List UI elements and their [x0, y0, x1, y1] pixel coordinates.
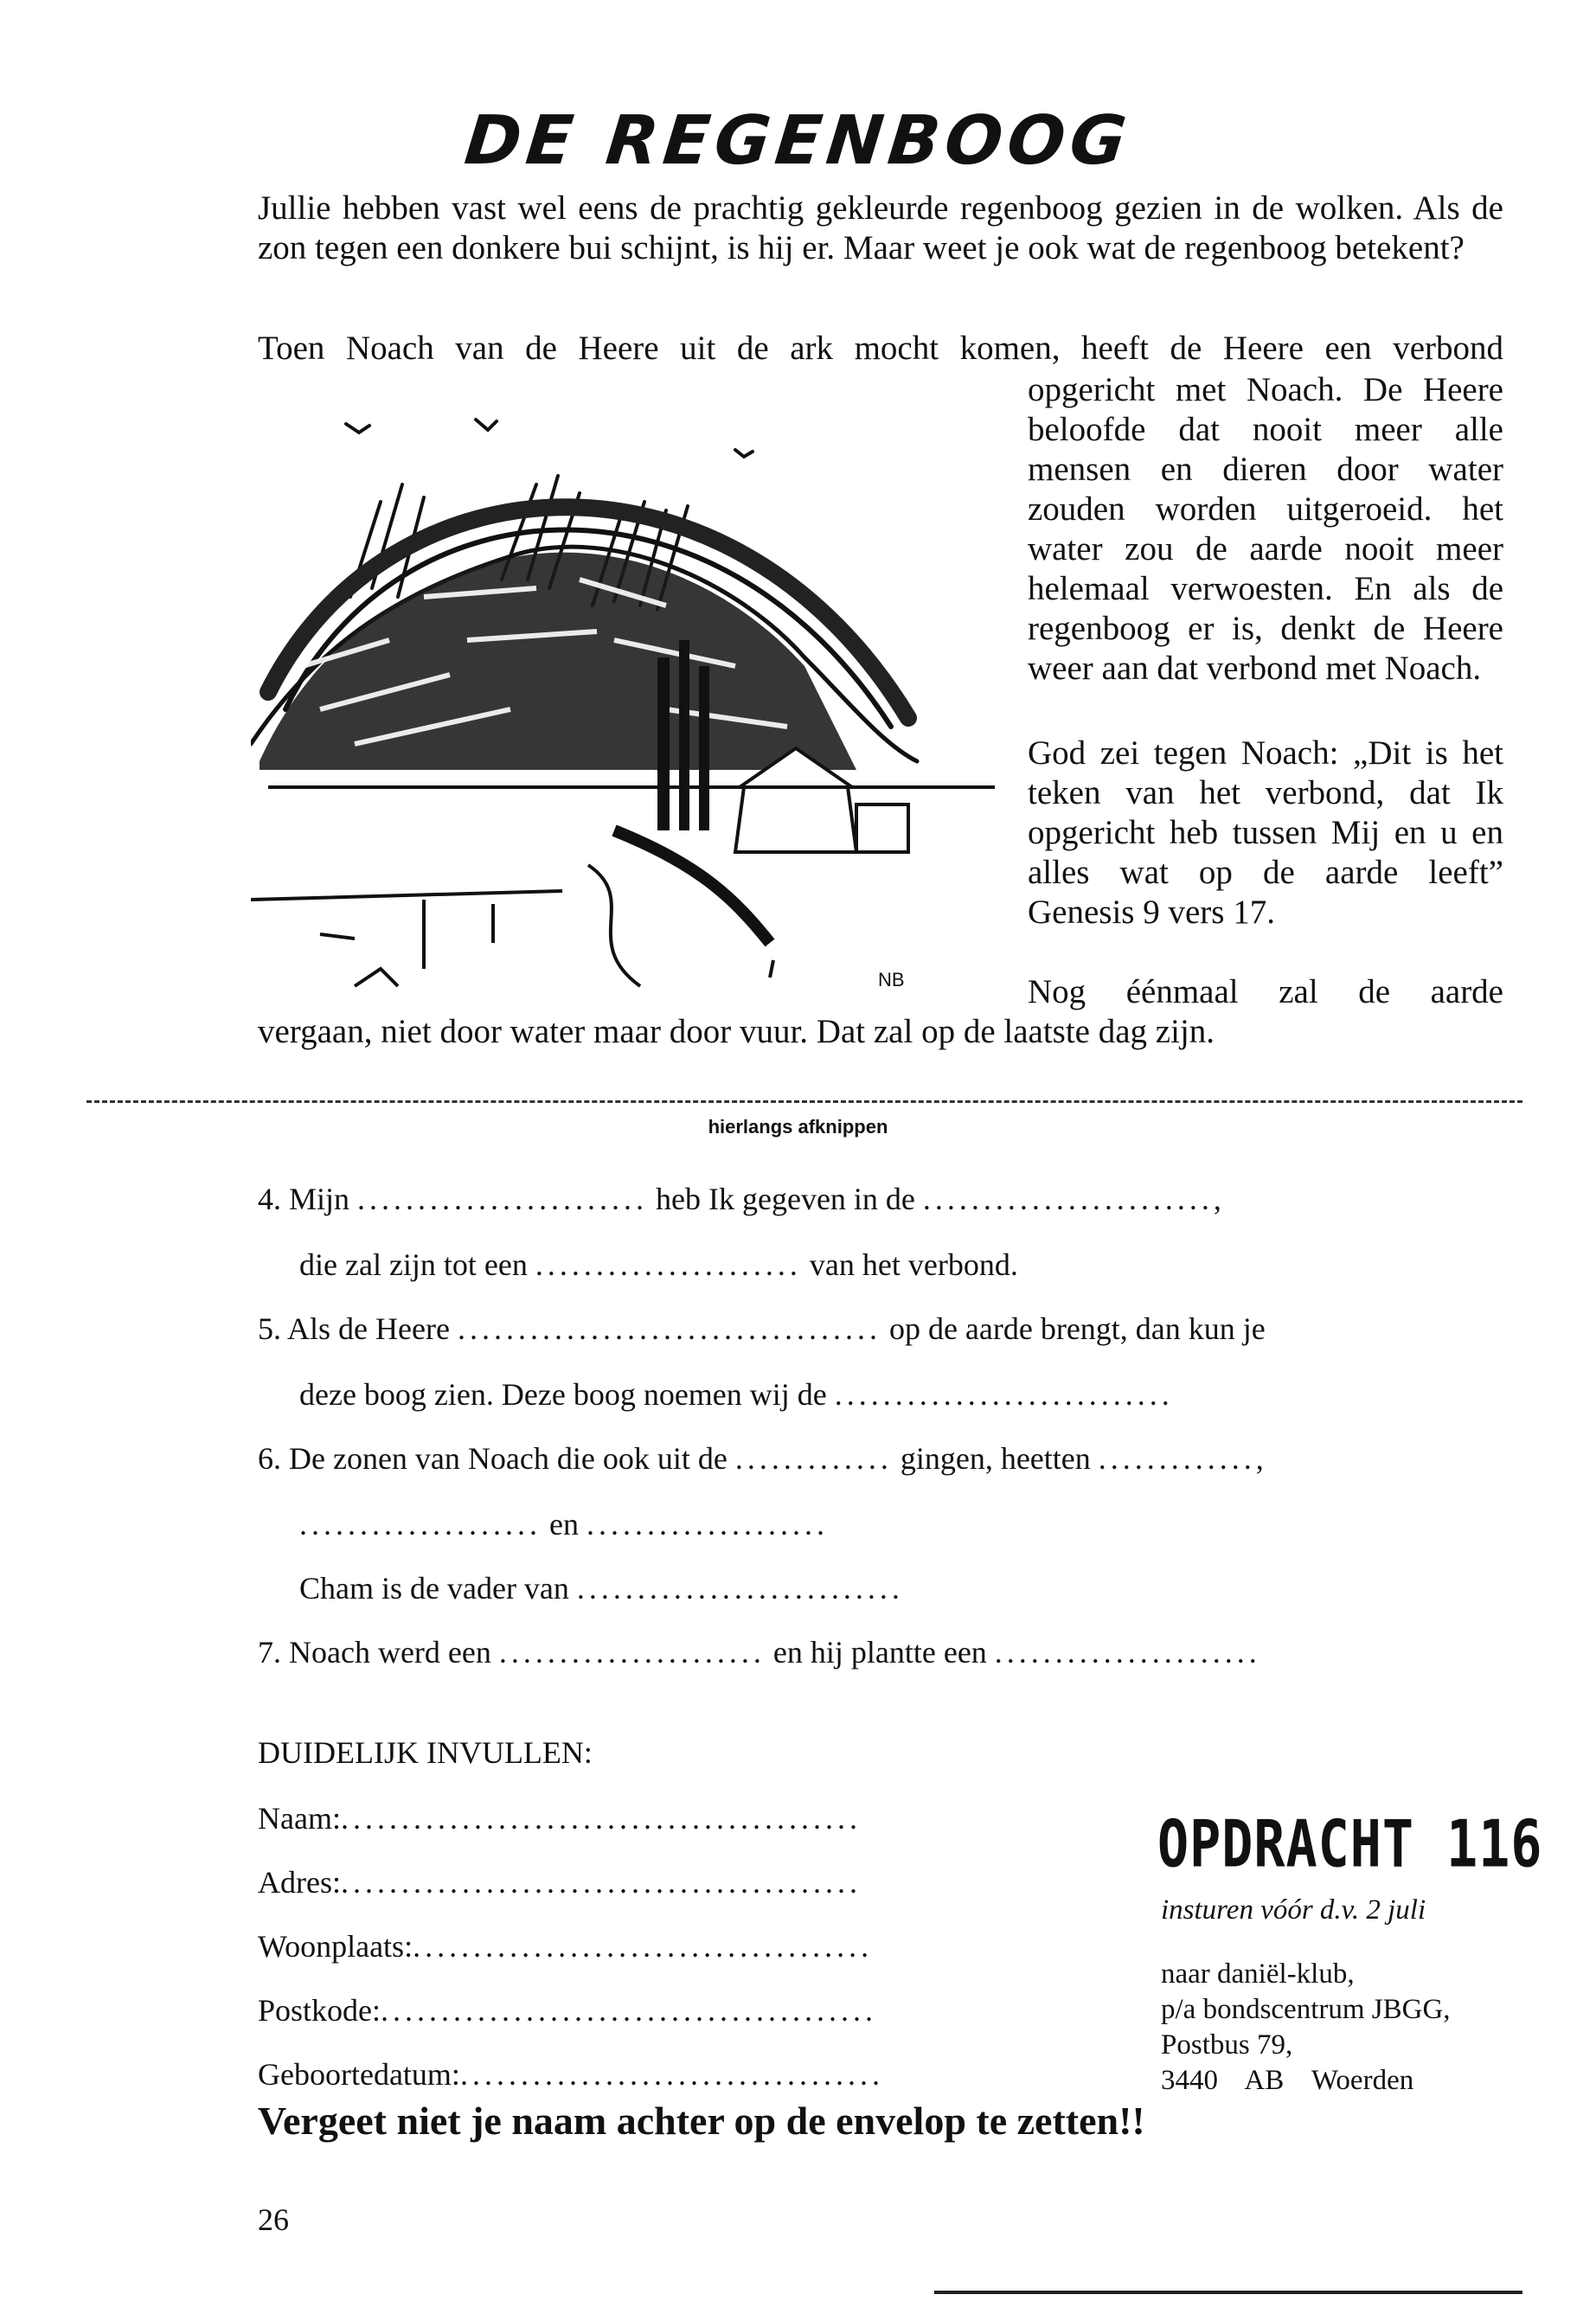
form-postkode-row: [258, 1991, 877, 2029]
final-paragraph-line1: Nog éénmaal zal de aarde: [1028, 973, 1503, 1010]
q4-line2-prefix: die zal zijn tot een: [299, 1247, 528, 1282]
form-geboortedatum-field[interactable]: ...................................: [459, 2057, 884, 2092]
q5-suffix: op de aarde brengt, dan kun je: [888, 1311, 1266, 1346]
q6-blank-4[interactable]: ....................: [586, 1507, 829, 1541]
q4-blank-2[interactable]: ........................: [922, 1182, 1214, 1216]
form-adres-field[interactable]: ...........................................: [340, 1865, 862, 1900]
intro-paragraph: Jullie hebben vast wel eens de prachtig gekleurde regenboog gezien in de wolken. Als de zon tegen een donkere bui schijnt, is hij er. Maar weet je ook wat de regenboog betekent?: [258, 189, 1503, 266]
question-5-line1: [258, 1310, 1266, 1348]
assignment-address-line3: Postbus 79,: [1161, 2029, 1293, 2061]
form-adres-label: Adres:: [258, 1865, 341, 1900]
q5-blank-1[interactable]: ...................................: [457, 1311, 881, 1346]
q6-blank-2[interactable]: .............: [1098, 1441, 1256, 1476]
question-6-line3: [299, 1569, 904, 1607]
q4-comma: ,: [1213, 1182, 1221, 1216]
q5-blank-2[interactable]: ............................: [834, 1377, 1174, 1412]
assignment-address-line2: p/a bondscentrum JBGG,: [1161, 1994, 1451, 2025]
q6-comma: ,: [1255, 1441, 1264, 1476]
q7-blank-1[interactable]: ......................: [498, 1635, 766, 1670]
bottom-rule: [934, 2291, 1522, 2294]
question-6-line2: [299, 1505, 829, 1543]
q7-prefix: 7. Noach werd een: [258, 1635, 491, 1670]
question-6-line1: [258, 1439, 1264, 1477]
final-paragraph-line2: vergaan, niet door water maar door vuur. Dat zal op de laatste dag zijn.: [258, 1013, 1215, 1050]
form-naam-label: Naam:: [258, 1801, 341, 1836]
q6-prefix: 6. De zonen van Noach die ook uit de: [258, 1441, 727, 1476]
q4-blank-1[interactable]: ........................: [357, 1182, 649, 1216]
q5-line2-prefix: deze boog zien. Deze boog noemen wij de: [299, 1377, 827, 1412]
illustration-signature: NB: [878, 969, 905, 990]
form-geboortedatum-label: Geboortedatum:: [258, 2057, 460, 2092]
q6-blank-1[interactable]: .............: [734, 1441, 893, 1476]
q6-line3-prefix: Cham is de vader van: [299, 1571, 569, 1606]
form-postkode-field[interactable]: .........................................: [381, 1993, 878, 2028]
q6-blank-3[interactable]: ....................: [299, 1507, 542, 1541]
assignment-address-line4: 3440 AB Woerden: [1161, 2065, 1414, 2096]
question-5-line2: [299, 1375, 1174, 1413]
question-4-line1: [258, 1180, 1221, 1218]
form-naam-row: [258, 1799, 862, 1837]
form-adres-row: [258, 1863, 862, 1901]
assignment-title: OPDRACHT 116: [1157, 1806, 1543, 1883]
question-4-line2: [299, 1246, 1018, 1284]
q7-blank-2[interactable]: ......................: [994, 1635, 1261, 1670]
noah-paragraph-line1: Toen Noach van de Heere uit de ark mocht komen, heeft de Heere een verbond: [258, 330, 1503, 367]
god-quote-paragraph: God zei tegen Noach: „Dit is het teken van het verbond, dat Ik opgericht heb tussen Mij en u en alles wat op de aarde leeft” Genesis 9 vers 17.: [1028, 734, 1503, 931]
form-postkode-label: Postkode:: [258, 1993, 381, 2028]
form-geboortedatum-row: [258, 2055, 884, 2093]
q6-middle: gingen, heetten: [900, 1441, 1091, 1476]
form-woonplaats-label: Woonplaats:: [258, 1929, 413, 1964]
assignment-address-line1: naar daniël-klub,: [1161, 1958, 1355, 1990]
noah-paragraph-rest: opgericht met Noach. De Heere beloofde dat nooit meer alle mensen en dieren door water zouden worden uitgeroeid. het water zou de aarde nooit meer helemaal verwoesten. En als de regenboog er is, denkt de Heere weer aan dat verbond met Noach.: [1028, 371, 1503, 687]
page-title: DE REGENBOOG: [461, 102, 1135, 180]
assignment-deadline: insturen vóór d.v. 2 juli: [1161, 1894, 1426, 1926]
q4-blank-3[interactable]: ......................: [535, 1247, 802, 1282]
q7-middle: en hij plantte een: [772, 1635, 987, 1670]
form-heading: DUIDELIJK INVULLEN:: [258, 1735, 593, 1770]
form-naam-field[interactable]: ...........................................: [340, 1801, 862, 1836]
form-woonplaats-row: [258, 1927, 873, 1965]
q5-prefix: 5. Als de Heere: [258, 1311, 450, 1346]
cut-dashed-line: [87, 1100, 1522, 1103]
rainbow-illustration: [251, 381, 1003, 999]
page-number: 26: [258, 2202, 289, 2237]
q4-middle: heb Ik gegeven in de: [656, 1182, 915, 1216]
q4-line2-suffix: van het verbond.: [809, 1247, 1018, 1282]
envelope-reminder: Vergeet niet je naam achter op de envelop te zetten!!: [258, 2099, 1145, 2143]
q6-blank-5[interactable]: ...........................: [576, 1571, 904, 1606]
question-7-line1: [258, 1633, 1261, 1671]
form-woonplaats-field[interactable]: ......................................: [413, 1929, 874, 1964]
q6-and: en: [549, 1507, 579, 1541]
q4-prefix: 4. Mijn: [258, 1182, 350, 1216]
cut-label: hierlangs afknippen: [708, 1116, 888, 1138]
